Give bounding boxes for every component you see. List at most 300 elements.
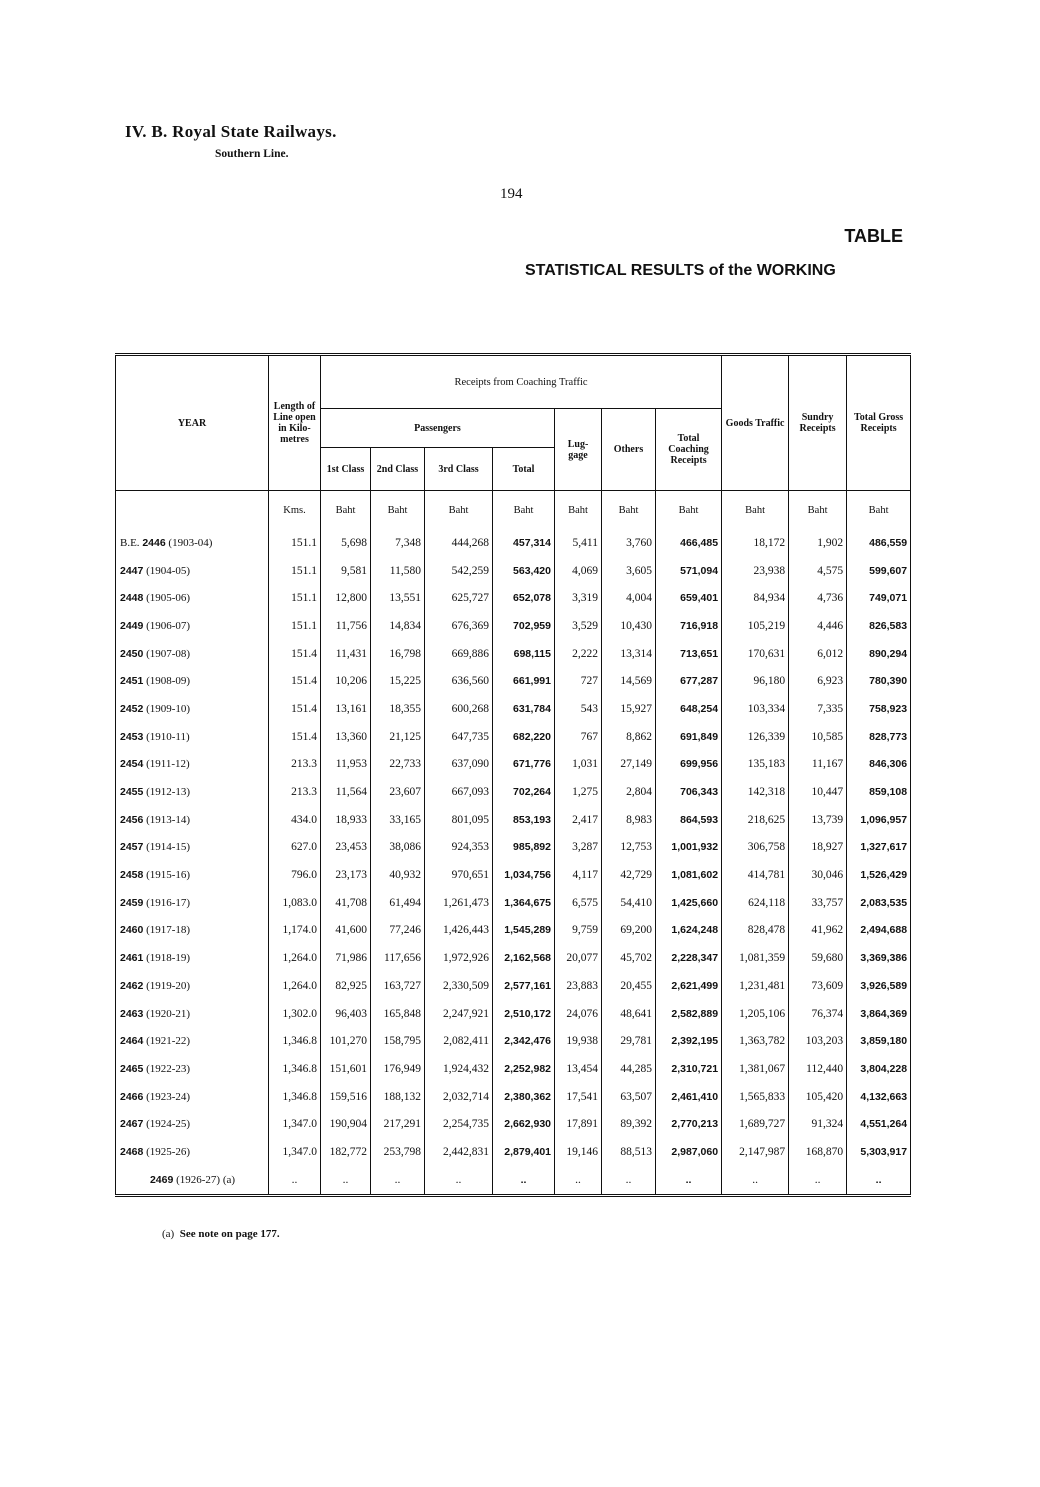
header-third-class: 3rd Class xyxy=(425,448,493,491)
first-class-cell: 41,600 xyxy=(321,917,371,945)
statistical-results-table xyxy=(115,353,911,1197)
second-class-cell: 23,607 xyxy=(371,778,425,806)
passenger-total-cell: 698,115 xyxy=(493,640,555,668)
first-class-cell: 12,800 xyxy=(321,584,371,612)
header-goods: Goods Traffic xyxy=(722,355,789,491)
sundry-cell: 91,324 xyxy=(789,1110,847,1138)
third-class-cell: 676,369 xyxy=(425,612,493,640)
passenger-total-cell: 2,252,982 xyxy=(493,1055,555,1083)
third-class-cell: 625,727 xyxy=(425,584,493,612)
luggage-cell: 23,883 xyxy=(555,972,602,1000)
table-label: TABLE xyxy=(844,226,903,246)
gregorian-years: (1904-05) xyxy=(146,564,191,577)
table-row xyxy=(116,1083,911,1111)
passenger-total-cell: 1,364,675 xyxy=(493,889,555,917)
second-class-cell: 33,165 xyxy=(371,806,425,834)
others-cell: 69,200 xyxy=(602,917,656,945)
gross-cell: 5,303,917 xyxy=(847,1138,911,1166)
luggage-cell: 767 xyxy=(555,723,602,751)
gross-cell: 3,926,589 xyxy=(847,972,911,1000)
units-cell: Baht xyxy=(555,491,602,530)
gregorian-years: (1924-25) xyxy=(146,1118,191,1131)
luggage-cell: 3,529 xyxy=(555,612,602,640)
units-cell: Baht xyxy=(847,491,911,530)
passenger-total-cell: 682,220 xyxy=(493,723,555,751)
luggage-cell: .. xyxy=(555,1166,602,1195)
table-row xyxy=(116,778,911,806)
passenger-total-cell: 1,034,756 xyxy=(493,861,555,889)
passenger-total-cell: 853,193 xyxy=(493,806,555,834)
year-cell xyxy=(116,1000,269,1028)
others-cell: 44,285 xyxy=(602,1055,656,1083)
goods-cell: 135,183 xyxy=(722,751,789,779)
third-class-cell: 2,330,509 xyxy=(425,972,493,1000)
third-class-cell: 1,972,926 xyxy=(425,944,493,972)
table-row xyxy=(116,667,911,695)
gregorian-years: (1903-04) xyxy=(168,536,213,549)
header-total-coaching: Total Coaching Receipts xyxy=(656,409,722,491)
header-passenger-total: Total xyxy=(493,448,555,491)
goods-cell: 126,339 xyxy=(722,723,789,751)
total-coaching-cell: 466,485 xyxy=(656,529,722,557)
total-coaching-cell: 648,254 xyxy=(656,695,722,723)
third-class-cell: 1,261,473 xyxy=(425,889,493,917)
length-cell: 1,347.0 xyxy=(269,1110,321,1138)
footnote xyxy=(162,1228,280,1240)
total-coaching-cell: 864,593 xyxy=(656,806,722,834)
sundry-cell: 4,446 xyxy=(789,612,847,640)
others-cell: 14,569 xyxy=(602,667,656,695)
luggage-cell: 3,319 xyxy=(555,584,602,612)
sundry-cell: 6,012 xyxy=(789,640,847,668)
length-cell: 151.4 xyxy=(269,667,321,695)
header-length: Length of Line open in Kilo- metres xyxy=(269,355,321,491)
first-class-cell: 71,986 xyxy=(321,944,371,972)
passenger-total-cell: 671,776 xyxy=(493,751,555,779)
total-coaching-cell: 2,310,721 xyxy=(656,1055,722,1083)
goods-cell: 306,758 xyxy=(722,834,789,862)
table-row xyxy=(116,529,911,557)
goods-cell: 105,219 xyxy=(722,612,789,640)
second-class-cell: 15,225 xyxy=(371,667,425,695)
total-coaching-cell: 2,228,347 xyxy=(656,944,722,972)
table-row xyxy=(116,584,911,612)
first-class-cell: 9,581 xyxy=(321,557,371,585)
second-class-cell: 13,551 xyxy=(371,584,425,612)
others-cell: 48,641 xyxy=(602,1000,656,1028)
header-luggage: Lug- gage xyxy=(555,409,602,491)
gross-cell: 599,607 xyxy=(847,557,911,585)
luggage-cell: 20,077 xyxy=(555,944,602,972)
passenger-total-cell: 652,078 xyxy=(493,584,555,612)
luggage-cell: 17,891 xyxy=(555,1110,602,1138)
table-body xyxy=(116,491,911,1196)
length-cell: 151.4 xyxy=(269,695,321,723)
others-cell: 8,983 xyxy=(602,806,656,834)
sundry-cell: 33,757 xyxy=(789,889,847,917)
goods-cell: 2,147,987 xyxy=(722,1138,789,1166)
total-coaching-cell: 571,094 xyxy=(656,557,722,585)
length-cell: 1,174.0 xyxy=(269,917,321,945)
total-coaching-cell: 716,918 xyxy=(656,612,722,640)
passenger-total-cell: .. xyxy=(493,1166,555,1195)
second-class-cell: 158,795 xyxy=(371,1027,425,1055)
header-coaching-group: Receipts from Coaching Traffic xyxy=(321,355,722,409)
sundry-cell: 13,739 xyxy=(789,806,847,834)
gross-cell: 486,559 xyxy=(847,529,911,557)
third-class-cell: 444,268 xyxy=(425,529,493,557)
first-class-cell: 11,431 xyxy=(321,640,371,668)
third-class-cell: 2,247,921 xyxy=(425,1000,493,1028)
year-cell xyxy=(116,640,269,668)
others-cell: 8,862 xyxy=(602,723,656,751)
length-cell: 151.1 xyxy=(269,557,321,585)
goods-cell: 1,689,727 xyxy=(722,1110,789,1138)
buddhist-year: 2463 xyxy=(120,1007,144,1020)
length-cell: 151.1 xyxy=(269,584,321,612)
others-cell: 15,927 xyxy=(602,695,656,723)
others-cell: 13,314 xyxy=(602,640,656,668)
sundry-cell: .. xyxy=(789,1166,847,1195)
first-class-cell: 159,516 xyxy=(321,1083,371,1111)
gregorian-years: (1906-07) xyxy=(146,619,191,632)
gregorian-years: (1909-10) xyxy=(146,702,191,715)
sundry-cell: 168,870 xyxy=(789,1138,847,1166)
header-others: Others xyxy=(602,409,656,491)
year-cell xyxy=(116,806,269,834)
gross-cell: 749,071 xyxy=(847,584,911,612)
others-cell: 45,702 xyxy=(602,944,656,972)
goods-cell: 96,180 xyxy=(722,667,789,695)
length-cell: .. xyxy=(269,1166,321,1195)
goods-cell: 218,625 xyxy=(722,806,789,834)
goods-cell: 624,118 xyxy=(722,889,789,917)
third-class-cell: 2,254,735 xyxy=(425,1110,493,1138)
others-cell: 27,149 xyxy=(602,751,656,779)
year-cell xyxy=(116,695,269,723)
luggage-cell: 9,759 xyxy=(555,917,602,945)
total-coaching-cell: 677,287 xyxy=(656,667,722,695)
sundry-cell: 103,203 xyxy=(789,1027,847,1055)
year-cell xyxy=(116,1138,269,1166)
third-class-cell: 2,442,831 xyxy=(425,1138,493,1166)
table-row xyxy=(116,557,911,585)
table-row xyxy=(116,723,911,751)
sundry-cell: 4,736 xyxy=(789,584,847,612)
others-cell: 29,781 xyxy=(602,1027,656,1055)
year-cell xyxy=(116,1083,269,1111)
year-cell xyxy=(116,861,269,889)
year-cell xyxy=(116,1055,269,1083)
luggage-cell: 17,541 xyxy=(555,1083,602,1111)
gross-cell: 826,583 xyxy=(847,612,911,640)
year-cell xyxy=(116,667,269,695)
header-passengers-group: Passengers xyxy=(321,409,555,448)
length-cell: 151.4 xyxy=(269,640,321,668)
year-cell xyxy=(116,723,269,751)
gross-cell: 2,083,535 xyxy=(847,889,911,917)
year-cell xyxy=(116,889,269,917)
length-cell: 151.4 xyxy=(269,723,321,751)
goods-cell: 18,172 xyxy=(722,529,789,557)
luggage-cell: 24,076 xyxy=(555,1000,602,1028)
table-row xyxy=(116,806,911,834)
second-class-cell: 38,086 xyxy=(371,834,425,862)
gross-cell: 4,551,264 xyxy=(847,1110,911,1138)
goods-cell: 1,381,067 xyxy=(722,1055,789,1083)
buddhist-year: 2448 xyxy=(120,592,144,605)
gross-cell: 3,864,369 xyxy=(847,1000,911,1028)
length-cell: 1,264.0 xyxy=(269,972,321,1000)
gross-cell: 1,526,429 xyxy=(847,861,911,889)
passenger-total-cell: 2,510,172 xyxy=(493,1000,555,1028)
total-coaching-cell: 2,392,195 xyxy=(656,1027,722,1055)
year-cell xyxy=(116,944,269,972)
sundry-cell: 41,962 xyxy=(789,917,847,945)
first-class-cell: 5,698 xyxy=(321,529,371,557)
passenger-total-cell: 631,784 xyxy=(493,695,555,723)
passenger-total-cell: 702,264 xyxy=(493,778,555,806)
first-class-cell: 11,953 xyxy=(321,751,371,779)
table-row xyxy=(116,751,911,779)
third-class-cell: 636,560 xyxy=(425,667,493,695)
year-cell xyxy=(116,834,269,862)
buddhist-year: 2452 xyxy=(120,702,144,715)
buddhist-year: 2458 xyxy=(120,869,144,882)
buddhist-year: 2466 xyxy=(120,1090,144,1103)
sundry-cell: 59,680 xyxy=(789,944,847,972)
total-coaching-cell: 699,956 xyxy=(656,751,722,779)
table-row xyxy=(116,1027,911,1055)
second-class-cell: 176,949 xyxy=(371,1055,425,1083)
year-cell xyxy=(116,1027,269,1055)
table-subtitle: STATISTICAL RESULTS of the WORKING xyxy=(525,262,836,279)
buddhist-year: 2464 xyxy=(120,1035,144,1048)
first-class-cell: 13,161 xyxy=(321,695,371,723)
units-cell xyxy=(116,491,269,530)
length-cell: 1,346.8 xyxy=(269,1027,321,1055)
others-cell: 63,507 xyxy=(602,1083,656,1111)
third-class-cell: 600,268 xyxy=(425,695,493,723)
header-year: YEAR xyxy=(116,355,269,491)
luggage-cell: 4,117 xyxy=(555,861,602,889)
units-row xyxy=(116,491,911,530)
gross-cell: 846,306 xyxy=(847,751,911,779)
buddhist-year: 2457 xyxy=(120,841,144,854)
others-cell: 3,760 xyxy=(602,529,656,557)
gregorian-years: (1907-08) xyxy=(146,647,191,660)
total-coaching-cell: 1,001,932 xyxy=(656,834,722,862)
year-cell xyxy=(116,1166,269,1195)
gregorian-years: (1914-15) xyxy=(146,841,191,854)
table-row xyxy=(116,972,911,1000)
length-cell: 1,083.0 xyxy=(269,889,321,917)
table-row xyxy=(116,612,911,640)
gross-cell: 3,369,386 xyxy=(847,944,911,972)
table-row xyxy=(116,695,911,723)
second-class-cell: 14,834 xyxy=(371,612,425,640)
gross-cell: 2,494,688 xyxy=(847,917,911,945)
luggage-cell: 13,454 xyxy=(555,1055,602,1083)
second-class-cell: 188,132 xyxy=(371,1083,425,1111)
total-coaching-cell: 2,582,889 xyxy=(656,1000,722,1028)
luggage-cell: 727 xyxy=(555,667,602,695)
others-cell: 4,004 xyxy=(602,584,656,612)
others-cell: 54,410 xyxy=(602,889,656,917)
sundry-cell: 112,440 xyxy=(789,1055,847,1083)
passenger-total-cell: 2,342,476 xyxy=(493,1027,555,1055)
others-cell: 2,804 xyxy=(602,778,656,806)
units-cell: Baht xyxy=(602,491,656,530)
second-class-cell: 253,798 xyxy=(371,1138,425,1166)
luggage-cell: 19,146 xyxy=(555,1138,602,1166)
second-class-cell: 40,932 xyxy=(371,861,425,889)
sundry-cell: 7,335 xyxy=(789,695,847,723)
buddhist-year: 2451 xyxy=(120,675,144,688)
goods-cell: 414,781 xyxy=(722,861,789,889)
second-class-cell: .. xyxy=(371,1166,425,1195)
first-class-cell: 23,453 xyxy=(321,834,371,862)
third-class-cell: 2,032,714 xyxy=(425,1083,493,1111)
goods-cell: 23,938 xyxy=(722,557,789,585)
passenger-total-cell: 2,577,161 xyxy=(493,972,555,1000)
length-cell: 796.0 xyxy=(269,861,321,889)
gross-cell: 3,859,180 xyxy=(847,1027,911,1055)
first-class-cell: 11,564 xyxy=(321,778,371,806)
second-class-cell: 61,494 xyxy=(371,889,425,917)
year-cell xyxy=(116,1110,269,1138)
total-coaching-cell: 1,624,248 xyxy=(656,917,722,945)
others-cell: 88,513 xyxy=(602,1138,656,1166)
buddhist-year: 2453 xyxy=(120,730,144,743)
gross-cell: 4,132,663 xyxy=(847,1083,911,1111)
passenger-total-cell: 2,662,930 xyxy=(493,1110,555,1138)
first-class-cell: 10,206 xyxy=(321,667,371,695)
year-prefix: B.E. xyxy=(120,536,143,549)
length-cell: 434.0 xyxy=(269,806,321,834)
sundry-cell: 10,585 xyxy=(789,723,847,751)
passenger-total-cell: 2,879,401 xyxy=(493,1138,555,1166)
second-class-cell: 163,727 xyxy=(371,972,425,1000)
passenger-total-cell: 2,380,362 xyxy=(493,1083,555,1111)
year-cell xyxy=(116,529,269,557)
first-class-cell: 101,270 xyxy=(321,1027,371,1055)
others-cell: 42,729 xyxy=(602,861,656,889)
units-cell: Baht xyxy=(493,491,555,530)
sundry-cell: 76,374 xyxy=(789,1000,847,1028)
table-row xyxy=(116,1055,911,1083)
year-cell xyxy=(116,972,269,1000)
units-cell: Baht xyxy=(722,491,789,530)
gregorian-years: (1923-24) xyxy=(146,1090,191,1103)
others-cell: 89,392 xyxy=(602,1110,656,1138)
table-row xyxy=(116,1166,911,1195)
luggage-cell: 543 xyxy=(555,695,602,723)
luggage-cell: 4,069 xyxy=(555,557,602,585)
units-cell: Baht xyxy=(321,491,371,530)
luggage-cell: 1,275 xyxy=(555,778,602,806)
gregorian-years: (1917-18) xyxy=(146,924,191,937)
gross-cell: 890,294 xyxy=(847,640,911,668)
length-cell: 213.3 xyxy=(269,778,321,806)
first-class-cell: .. xyxy=(321,1166,371,1195)
table-row xyxy=(116,1110,911,1138)
second-class-cell: 165,848 xyxy=(371,1000,425,1028)
goods-cell: 1,565,833 xyxy=(722,1083,789,1111)
others-cell: 12,753 xyxy=(602,834,656,862)
second-class-cell: 16,798 xyxy=(371,640,425,668)
buddhist-year: 2461 xyxy=(120,952,144,965)
third-class-cell: 669,886 xyxy=(425,640,493,668)
second-class-cell: 117,656 xyxy=(371,944,425,972)
year-cell xyxy=(116,584,269,612)
gregorian-years: (1922-23) xyxy=(146,1062,191,1075)
length-cell: 151.1 xyxy=(269,529,321,557)
buddhist-year: 2456 xyxy=(120,813,144,826)
third-class-cell: 2,082,411 xyxy=(425,1027,493,1055)
luggage-cell: 3,287 xyxy=(555,834,602,862)
sundry-cell: 11,167 xyxy=(789,751,847,779)
units-cell: Baht xyxy=(371,491,425,530)
passenger-total-cell: 1,545,289 xyxy=(493,917,555,945)
buddhist-year: 2447 xyxy=(120,564,144,577)
goods-cell: 828,478 xyxy=(722,917,789,945)
buddhist-year: 2459 xyxy=(120,896,144,909)
gregorian-years: (1908-09) xyxy=(146,675,191,688)
gregorian-years: (1912-13) xyxy=(146,786,191,799)
second-class-cell: 77,246 xyxy=(371,917,425,945)
total-coaching-cell: 713,651 xyxy=(656,640,722,668)
gregorian-years: (1913-14) xyxy=(146,813,191,826)
buddhist-year: 2462 xyxy=(120,979,144,992)
gross-cell: 828,773 xyxy=(847,723,911,751)
length-cell: 1,346.8 xyxy=(269,1055,321,1083)
page-number: 194 xyxy=(500,186,523,202)
goods-cell: 1,081,359 xyxy=(722,944,789,972)
gregorian-years: (1925-26) xyxy=(146,1145,191,1158)
length-cell: 151.1 xyxy=(269,612,321,640)
goods-cell: 142,318 xyxy=(722,778,789,806)
year-cell xyxy=(116,751,269,779)
gregorian-years: (1920-21) xyxy=(146,1007,191,1020)
sundry-cell: 4,575 xyxy=(789,557,847,585)
luggage-cell: 19,938 xyxy=(555,1027,602,1055)
second-class-cell: 22,733 xyxy=(371,751,425,779)
total-coaching-cell: 1,081,602 xyxy=(656,861,722,889)
luggage-cell: 1,031 xyxy=(555,751,602,779)
buddhist-year: 2465 xyxy=(120,1062,144,1075)
total-coaching-cell: 2,770,213 xyxy=(656,1110,722,1138)
sundry-cell: 105,420 xyxy=(789,1083,847,1111)
gregorian-years: (1921-22) xyxy=(146,1035,191,1048)
total-coaching-cell: 1,425,660 xyxy=(656,889,722,917)
table-row xyxy=(116,889,911,917)
first-class-cell: 182,772 xyxy=(321,1138,371,1166)
first-class-cell: 23,173 xyxy=(321,861,371,889)
gregorian-years: (1905-06) xyxy=(146,592,191,605)
third-class-cell: 924,353 xyxy=(425,834,493,862)
sundry-cell: 6,923 xyxy=(789,667,847,695)
goods-cell: 84,934 xyxy=(722,584,789,612)
third-class-cell: 542,259 xyxy=(425,557,493,585)
first-class-cell: 41,708 xyxy=(321,889,371,917)
length-cell: 1,347.0 xyxy=(269,1138,321,1166)
gross-cell: 1,327,617 xyxy=(847,834,911,862)
gross-cell: 3,804,228 xyxy=(847,1055,911,1083)
sundry-cell: 18,927 xyxy=(789,834,847,862)
gregorian-years: (1911-12) xyxy=(146,758,190,771)
units-cell: Kms. xyxy=(269,491,321,530)
